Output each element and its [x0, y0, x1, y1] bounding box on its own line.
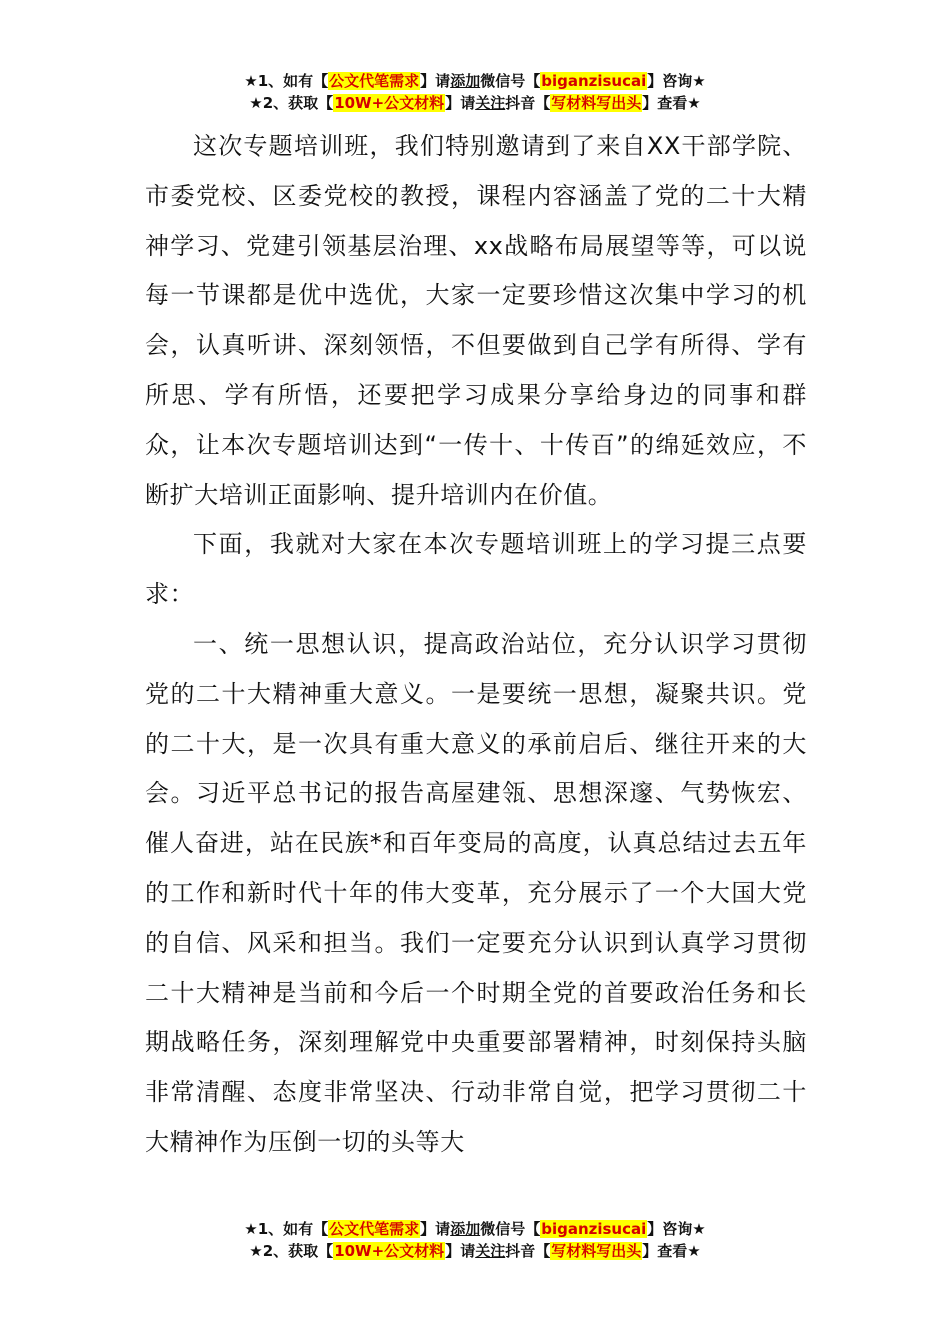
wechat-id-highlight: biganzisucai	[541, 1220, 647, 1238]
footer-line-1: ★1、如有【公文代笔需求】请添加微信号【biganzisucai】咨询★	[244, 1220, 706, 1238]
materials-highlight: 10W+公文材料	[334, 1242, 445, 1260]
footer-banner	[0, 1218, 950, 1262]
header-line-2: ★2、获取【10W+公文材料】请关注抖音【写材料写出头】查看★	[249, 94, 701, 112]
paragraph-requirements-lead: 下面，我就对大家在本次专题培训班上的学习提三点要求：	[145, 530, 807, 609]
service-highlight: 公文代笔需求	[329, 1220, 420, 1238]
paragraph-training-intro: 这次专题培训班，我们特别邀请到了来自XX干部学院、市委党校、区委党校的教授，课程内容涵盖了党的二十大精神学习、党建引领基层治理、xx战略布局展望等等，可以说每一节课都是优中选优，大家一定要珍惜这次集中学习的机会，认真听讲、深刻领悟，不但要做到自己学有所得、学有所思、学有所悟，还要把学习成果分享给身边的同事和群众，让本次专题培训达到“一传十、十传百”的绵延效应，不断扩大培训正面影响、提升培训内在价值。	[145, 132, 807, 509]
materials-highlight: 10W+公文材料	[334, 94, 445, 112]
douyin-account-highlight: 写材料写出头	[551, 94, 642, 112]
douyin-account-highlight: 写材料写出头	[551, 1242, 642, 1260]
header-banner	[0, 70, 950, 114]
paragraph-requirement-one: 一、统一思想认识，提高政治站位，充分认识学习贯彻党的二十大精神重大意义。一是要统一思想，凝聚共识。党的二十大，是一次具有重大意义的承前启后、继往开来的大会。习近平总书记的报告高屋建瓴、思想深邃、气势恢宏、催人奋进，站在民族*和百年变局的高度，认真总结过去五年的工作和新时代十年的伟大变革，充分展示了一个大国大党的自信、风采和担当。我们一定要充分认识到认真学习贯彻二十大精神是当前和今后一个时期全党的首要政治任务和长期战略任务，深刻理解党中央重要部署精神，时刻保持头脑非常清醒、态度非常坚决、行动非常自觉，把学习贯彻二十大精神作为压倒一切的头等大	[145, 629, 807, 1156]
document-body	[145, 122, 807, 1168]
service-highlight: 公文代笔需求	[329, 72, 420, 90]
wechat-id-highlight: biganzisucai	[541, 72, 647, 90]
header-line-1: ★1、如有【公文代笔需求】请添加微信号【biganzisucai】咨询★	[244, 72, 706, 90]
footer-line-2: ★2、获取【10W+公文材料】请关注抖音【写材料写出头】查看★	[249, 1242, 701, 1260]
